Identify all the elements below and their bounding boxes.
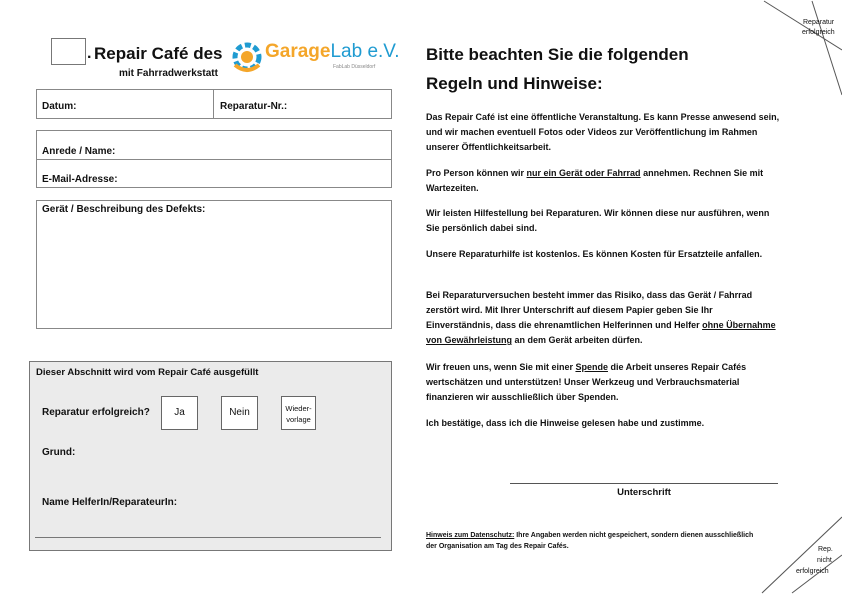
email-label: E-Mail-Adresse: <box>42 174 118 185</box>
option-ja-checkbox[interactable] <box>161 396 198 430</box>
defect-description-field[interactable] <box>36 200 392 329</box>
cafe-section-heading: Dieser Abschnitt wird vom Repair Café ausgefüllt <box>36 367 259 378</box>
rule-paragraph-2: Pro Person können wir nur ein Gerät oder Fahrrad annehmen. Rechnen Sie mit Wartezeiten. <box>426 168 764 193</box>
corner-bottom-text-1: Rep. <box>818 546 833 553</box>
option-ja-label: Ja <box>174 407 185 418</box>
gear-logo-icon <box>229 39 265 75</box>
rule-paragraph-4: Unsere Reparaturhilfe ist kostenlos. Es können Kosten für Ersatzteile anfallen. <box>426 249 763 259</box>
number-box[interactable] <box>51 38 86 65</box>
name-label: Anrede / Name: <box>42 146 116 157</box>
rule-paragraph-3: Wir leisten Hilfestellung bei Reparaturen. Wir können diese nur ausführen, wenn Sie persönlich dabei sind. <box>426 208 770 233</box>
grund-label: Grund: <box>42 447 76 458</box>
defect-label: Gerät / Beschreibung des Defekts: <box>42 204 206 215</box>
corner-tab-top[interactable] <box>762 0 842 100</box>
helper-signature-line[interactable] <box>35 537 381 538</box>
logo-brand-suffix: Lab e.V. <box>330 41 400 62</box>
corner-top-text-1: Reparatur <box>803 19 835 26</box>
rule-paragraph-1: Das Repair Café ist eine öffentliche Veranstaltung. Es kann Presse anwesend sein, und wir machen eventuell Fotos oder Videos zur Veröffentlichung im Rahmen unserer Öffentlichkeitsarbeit. <box>426 112 780 152</box>
rule-paragraph-5: Bei Reparaturversuchen besteht immer das Risiko, dass das Gerät / Fahrrad zerstört wird. Mit Ihrer Unterschrift auf diesem Papier geben Sie Ihr Einverständnis, dass die ehrenamtlichen Helferinnen und Helfer ohne Übernahme von Gewährleistung an dem Gerät arbeiten dürfen. <box>426 290 776 345</box>
corner-top-text-2: erfolgreich <box>802 29 835 36</box>
event-subtitle: mit Fahrradwerkstatt <box>119 68 218 79</box>
privacy-text: Ihre Angaben werden nicht gespeichert, sondern dienen ausschließlich der Organisation am Tag des Repair Cafés. <box>426 532 754 550</box>
repair-success-question: Reparatur erfolgreich? <box>42 407 150 418</box>
number-dot: . <box>87 45 92 62</box>
helper-name-label: Name HelferIn/ReparateurIn: <box>42 497 178 508</box>
privacy-label: Hinweis zum Datenschutz: <box>426 532 515 539</box>
cafe-section <box>29 361 392 551</box>
signature-line[interactable] <box>510 483 778 484</box>
logo-sub: FabLab Düsseldorf <box>333 64 376 70</box>
corner-bottom-text-2: nicht <box>817 557 832 564</box>
rule-paragraph-7: Ich bestätige, dass ich die Hinweise gelesen habe und zustimme. <box>426 418 705 428</box>
rules-title-line1: Bitte beachten Sie die folgenden <box>426 45 689 64</box>
corner-bottom-text-3: erfolgreich <box>796 568 829 575</box>
option-nein-label: Nein <box>229 407 250 418</box>
option-wiedervorlage-label-2: vorlage <box>286 415 311 424</box>
repair-number-label: Reparatur-Nr.: <box>220 101 288 112</box>
rule-paragraph-6: Wir freuen uns, wenn Sie mit einer Spende die Arbeit unseres Repair Cafés wertschätzen und unterstützen! Unser Werkzeug und Verbrauchsmaterial finanzieren wir ausschließlich über Spenden. <box>426 362 747 402</box>
option-nein-checkbox[interactable] <box>221 396 258 430</box>
rules-title-line2: Regeln und Hinweise: <box>426 74 603 93</box>
option-wiedervorlage-checkbox[interactable] <box>281 396 316 430</box>
datum-label: Datum: <box>42 101 77 112</box>
logo-brand: Garage <box>265 41 331 62</box>
garagelab-logo <box>229 37 400 77</box>
signature-label: Unterschrift <box>617 487 671 498</box>
privacy-note <box>426 530 766 552</box>
event-title: Repair Café des <box>94 44 223 63</box>
option-wiedervorlage-label-1: Wieder- <box>285 404 312 413</box>
